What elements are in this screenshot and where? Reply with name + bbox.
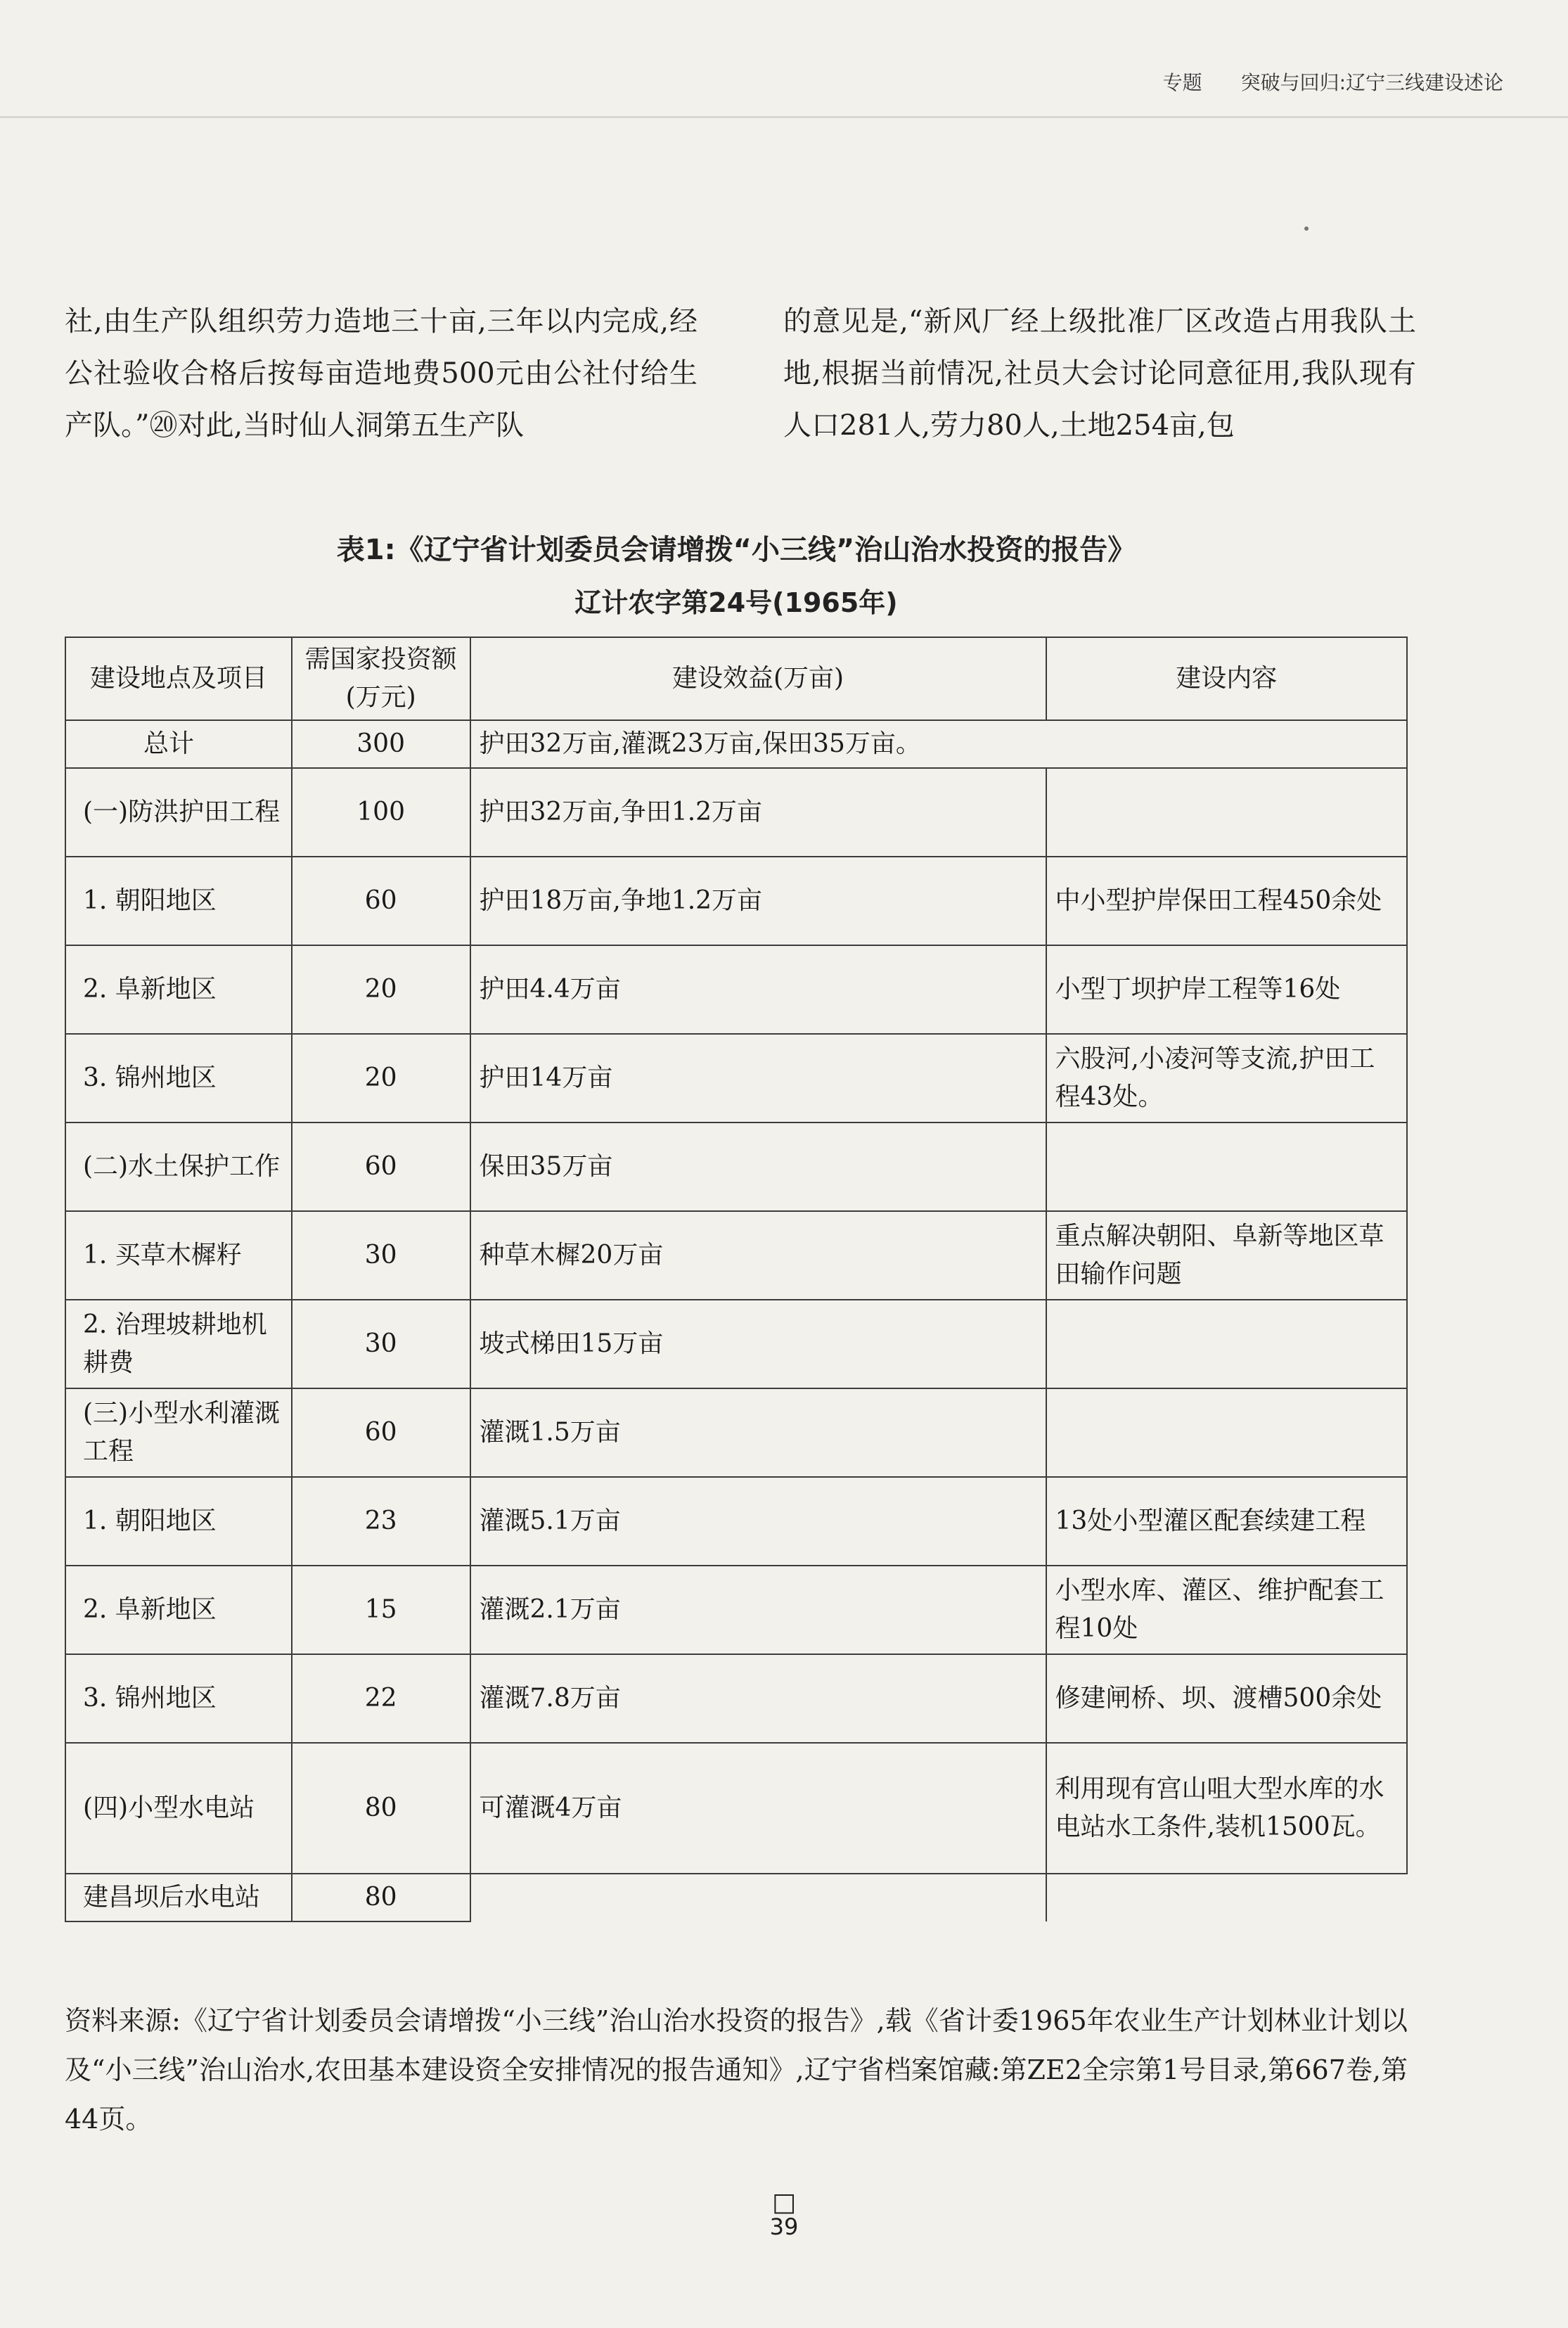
running-header	[1163, 68, 1503, 96]
cell-content	[1046, 1388, 1407, 1477]
cell-benefit: 护田14万亩	[470, 1034, 1046, 1123]
table-row	[65, 720, 1407, 768]
cell-content: 修建闸桥、坝、渡槽500余处	[1046, 1654, 1407, 1743]
table-row	[65, 1743, 1407, 1874]
table-row	[65, 1300, 1407, 1388]
cell-benefit: 灌溉1.5万亩	[470, 1388, 1046, 1477]
table-subcaption: 辽计农字第24号(1965年)	[574, 587, 898, 618]
cell-location: (一)防洪护田工程	[65, 768, 292, 857]
cell-benefit: 护田32万亩,灌溉23万亩,保田35万亩。	[470, 720, 1407, 768]
cell-investment: 30	[292, 1211, 470, 1300]
cell-benefit: 坡式梯田15万亩	[470, 1300, 1046, 1388]
header-investment: 需国家投资额(万元)	[292, 637, 470, 720]
cell-investment: 23	[292, 1477, 470, 1566]
table-row	[65, 945, 1407, 1034]
header-content: 建设内容	[1046, 637, 1407, 720]
cell-benefit: 灌溉5.1万亩	[470, 1477, 1046, 1566]
cell-investment: 20	[292, 1034, 470, 1123]
cell-location: 2. 阜新地区	[65, 945, 292, 1034]
cell-location: 3. 锦州地区	[65, 1654, 292, 1743]
cell-investment: 60	[292, 1388, 470, 1477]
cell-location: 2. 治理坡耕地机耕费	[65, 1300, 292, 1388]
cell-location: 1. 朝阳地区	[65, 857, 292, 945]
cell-content: 重点解决朝阳、阜新等地区草田输作问题	[1046, 1211, 1407, 1300]
left-paragraph: 社,由生产队组织劳力造地三十亩,三年以内完成,经公社验收合格后按每亩造地费500元由公社付给生产队。”⑳对此,当时仙人洞第五生产队	[65, 305, 698, 442]
cell-content: 六股河,小凌河等支流,护田工程43处。	[1046, 1034, 1407, 1123]
table-row	[65, 1477, 1407, 1566]
cell-investment: 60	[292, 857, 470, 945]
cell-content	[1046, 768, 1407, 857]
body-column-left	[65, 295, 698, 452]
cell-benefit	[470, 1874, 1046, 1921]
cell-investment: 60	[292, 1123, 470, 1211]
cell-content	[1046, 1123, 1407, 1211]
cell-benefit: 保田35万亩	[470, 1123, 1046, 1211]
table-row	[65, 1034, 1407, 1123]
cell-investment: 80	[292, 1743, 470, 1874]
cell-benefit: 种草木樨20万亩	[470, 1211, 1046, 1300]
page-dot	[1304, 226, 1309, 231]
table-row	[65, 1388, 1407, 1477]
cell-benefit: 护田32万亩,争田1.2万亩	[470, 768, 1046, 857]
cell-content: 13处小型灌区配套续建工程	[1046, 1477, 1407, 1566]
cell-location: (二)水土保护工作	[65, 1123, 292, 1211]
cell-investment: 15	[292, 1566, 470, 1654]
cell-location: (三)小型水利灌溉工程	[65, 1388, 292, 1477]
investment-table	[65, 637, 1408, 1922]
cell-investment: 300	[292, 720, 470, 768]
cell-location: 3. 锦州地区	[65, 1034, 292, 1123]
table-caption: 表1:《辽宁省计划委员会请增拨“小三线”治山治水投资的报告》	[336, 534, 1136, 566]
cell-location: (四)小型水电站	[65, 1743, 292, 1874]
table-header-row	[65, 637, 1407, 720]
cell-location: 总计	[65, 720, 292, 768]
cell-investment: 100	[292, 768, 470, 857]
cell-benefit: 可灌溉4万亩	[470, 1743, 1046, 1874]
source-note: 资料来源:《辽宁省计划委员会请增拨“小三线”治山治水投资的报告》,载《省计委1965年农业生产计划林业计划以及“小三线”治山治水,农田基本建设资全安排情况的报告通知》,辽宁省档案馆藏:第ZE2全宗第1号目录,第667卷,第44页。	[65, 2005, 1408, 2135]
cell-content: 小型水库、灌区、维护配套工程10处	[1046, 1566, 1407, 1654]
cell-content: 利用现有宫山咀大型水库的水电站水工条件,装机1500瓦。	[1046, 1743, 1407, 1874]
cell-location: 2. 阜新地区	[65, 1566, 292, 1654]
header-location: 建设地点及项目	[65, 637, 292, 720]
body-column-right	[783, 295, 1416, 452]
cell-investment: 80	[292, 1874, 470, 1921]
header-benefit: 建设效益(万亩)	[470, 637, 1046, 720]
header-section: 专题	[1162, 71, 1202, 94]
cell-investment: 20	[292, 945, 470, 1034]
page-number: 39	[769, 2213, 799, 2240]
cell-location: 建昌坝后水电站	[65, 1874, 292, 1921]
header-title: 突破与回归:辽宁三线建设述论	[1240, 71, 1503, 94]
cell-benefit: 灌溉2.1万亩	[470, 1566, 1046, 1654]
cell-content: 小型丁坝护岸工程等16处	[1046, 945, 1407, 1034]
cell-investment: 22	[292, 1654, 470, 1743]
page-footer	[0, 2188, 1568, 2240]
cell-benefit: 护田4.4万亩	[470, 945, 1046, 1034]
table-row	[65, 1874, 1407, 1921]
cell-content	[1046, 1874, 1407, 1921]
cell-content: 中小型护岸保田工程450余处	[1046, 857, 1407, 945]
cell-investment: 30	[292, 1300, 470, 1388]
cell-location: 1. 朝阳地区	[65, 1477, 292, 1566]
table-row	[65, 1566, 1407, 1654]
cell-location: 1. 买草木樨籽	[65, 1211, 292, 1300]
right-paragraph: 的意见是,“新风厂经上级批准厂区改造占用我队土地,根据当前情况,社员大会讨论同意征用,我队现有人口281人,劳力80人,土地254亩,包	[783, 305, 1416, 442]
page-box-icon: □	[771, 2188, 796, 2217]
table-row	[65, 1211, 1407, 1300]
table-row	[65, 1654, 1407, 1743]
cell-content	[1046, 1300, 1407, 1388]
table-row	[65, 857, 1407, 945]
table-row	[65, 1123, 1407, 1211]
header-rule	[0, 116, 1568, 118]
cell-benefit: 护田18万亩,争地1.2万亩	[470, 857, 1046, 945]
table-row	[65, 768, 1407, 857]
cell-benefit: 灌溉7.8万亩	[470, 1654, 1046, 1743]
